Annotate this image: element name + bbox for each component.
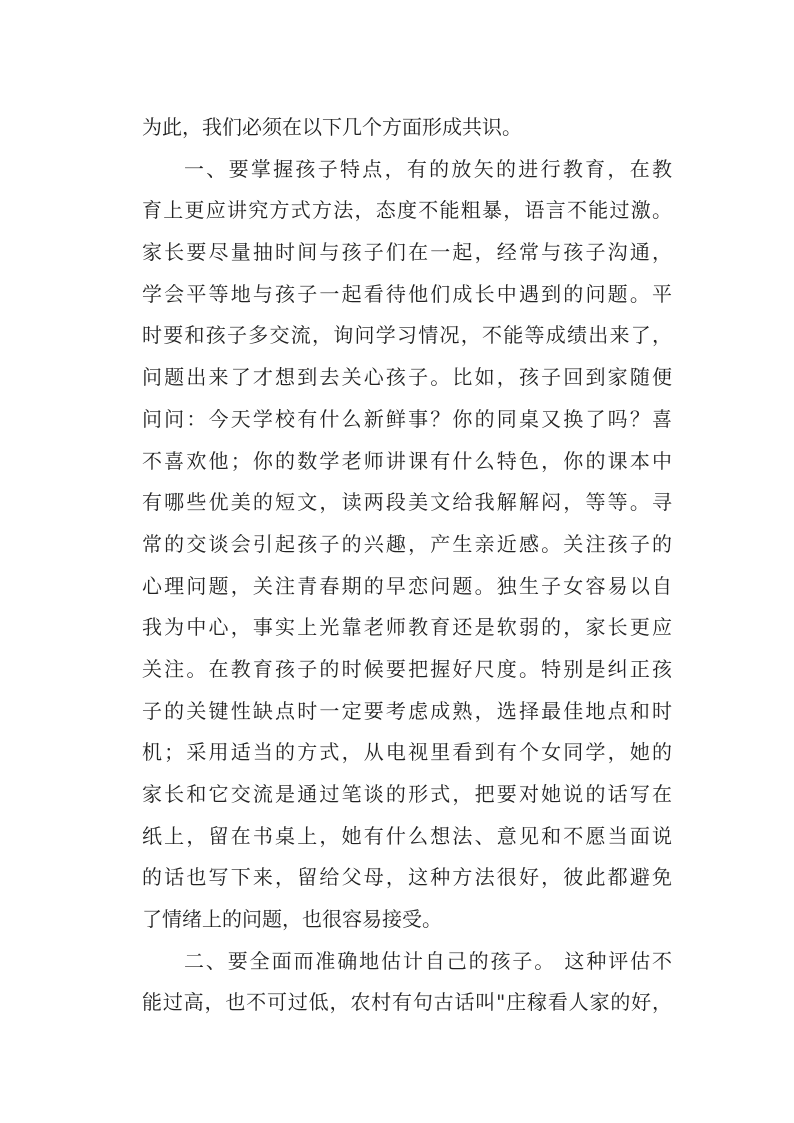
document-body	[142, 107, 672, 1024]
paragraph-1-line: 的话也写下来，留给父母，这种方法很好，彼此都避免	[142, 865, 672, 890]
paragraph-1-line: 关注。在教育孩子的时候要把握好尺度。特别是纠正孩	[142, 656, 672, 681]
paragraph-1-line: 学会平等地与孩子一起看待他们成长中遇到的问题。平	[142, 281, 672, 306]
paragraph-1-first-line: 一、要掌握孩子特点，有的放矢的进行教育，在教	[184, 156, 672, 181]
paragraph-1-line: 家长要尽量抽时间与孩子们在一起，经常与孩子沟通，	[142, 240, 672, 265]
paragraph-1-line: 心理问题，关注青春期的早恋问题。独生子女容易以自	[142, 573, 672, 598]
paragraph-1-line: 机；采用适当的方式，从电视里看到有个女同学，她的	[142, 740, 672, 765]
paragraph-1-line: 不喜欢他；你的数学老师讲课有什么特色，你的课本中	[142, 448, 672, 473]
paragraph-1-line: 纸上，留在书桌上，她有什么想法、意见和不愿当面说	[142, 823, 672, 848]
paragraph-2-first-line: 二、要全面而准确地估计自己的孩子。 这种评估不	[184, 948, 672, 973]
paragraph-1-line: 子的关键性缺点时一定要考虑成熟，选择最佳地点和时	[142, 698, 672, 723]
paragraph-1-line: 育上更应讲究方式方法，态度不能粗暴，语言不能过激。	[142, 198, 672, 223]
paragraph-1-line: 时要和孩子多交流，询问学习情况，不能等成绩出来了，	[142, 323, 672, 348]
paragraph-1-line: 常的交谈会引起孩子的兴趣，产生亲近感。关注孩子的	[142, 531, 672, 556]
paragraph-1-line: 家长和它交流是通过笔谈的形式，把要对她说的话写在	[142, 782, 672, 806]
paragraph-1-line: 问问：今天学校有什么新鲜事？你的同桌又换了吗？喜	[142, 406, 672, 431]
paragraph-1-line: 有哪些优美的短文，读两段美文给我解解闷，等等。寻	[142, 490, 672, 515]
paragraph-2-line: 能过高，也不可过低，农村有句古话叫"庄稼看人家的好，	[142, 990, 672, 1015]
paragraph-1-line: 我为中心，事实上光靠老师教育还是软弱的，家长更应	[142, 615, 672, 640]
paragraph-1-line: 问题出来了才想到去关心孩子。比如，孩子回到家随便	[142, 365, 672, 390]
paragraph-1-last-line: 了情绪上的问题，也很容易接受。	[142, 907, 442, 932]
paragraph-intro-line: 为此，我们必须在以下几个方面形成共识。	[142, 115, 522, 139]
